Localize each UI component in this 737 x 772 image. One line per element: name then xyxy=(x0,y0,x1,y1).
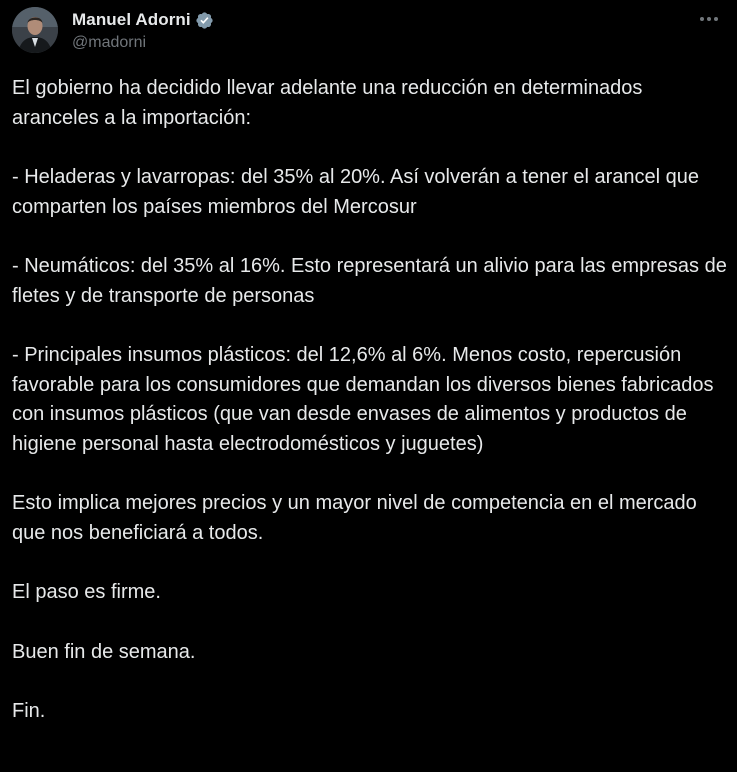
post-paragraph: El paso es firme. xyxy=(12,581,161,603)
post-paragraph: - Principales insumos plásticos: del 12,6% al 6%. Menos costo, repercusión favorable para los consumidores que demandan los diversos bienes fabricados con insumos plásticos (que van desde envases de alimentos y productos de higiene personal hasta electrodomésticos y juguetes) xyxy=(12,344,714,455)
post-text xyxy=(12,74,727,727)
post-paragraph: - Neumáticos: del 35% al 16%. Esto representará un alivio para las empresas de fletes y de transporte de personas xyxy=(12,255,727,307)
more-dot xyxy=(714,17,718,21)
author-name[interactable]: Manuel Adorni xyxy=(72,10,191,29)
post-paragraph: - Heladeras y lavarropas: del 35% al 20%. Así volverán a tener el arancel que comparten los países miembros del Mercosur xyxy=(12,166,700,218)
more-dot xyxy=(700,17,704,21)
more-dot xyxy=(707,17,711,21)
author-name-row xyxy=(72,9,214,31)
verified-badge-icon[interactable] xyxy=(195,11,214,30)
author-handle[interactable]: @madorni xyxy=(72,34,147,51)
post-paragraph: Buen fin de semana. xyxy=(12,640,196,663)
post-paragraph: El gobierno ha decidido llevar adelante una reducción en determinados aranceles a la importación: xyxy=(12,77,643,129)
avatar[interactable] xyxy=(12,7,58,53)
more-options-icon[interactable] xyxy=(697,10,721,28)
post-paragraph: Esto implica mejores precios y un mayor nivel de competencia en el mercado que nos beneficiará a todos. xyxy=(12,492,697,544)
avatar-image xyxy=(12,7,58,53)
post-paragraph: Fin. xyxy=(12,700,46,722)
